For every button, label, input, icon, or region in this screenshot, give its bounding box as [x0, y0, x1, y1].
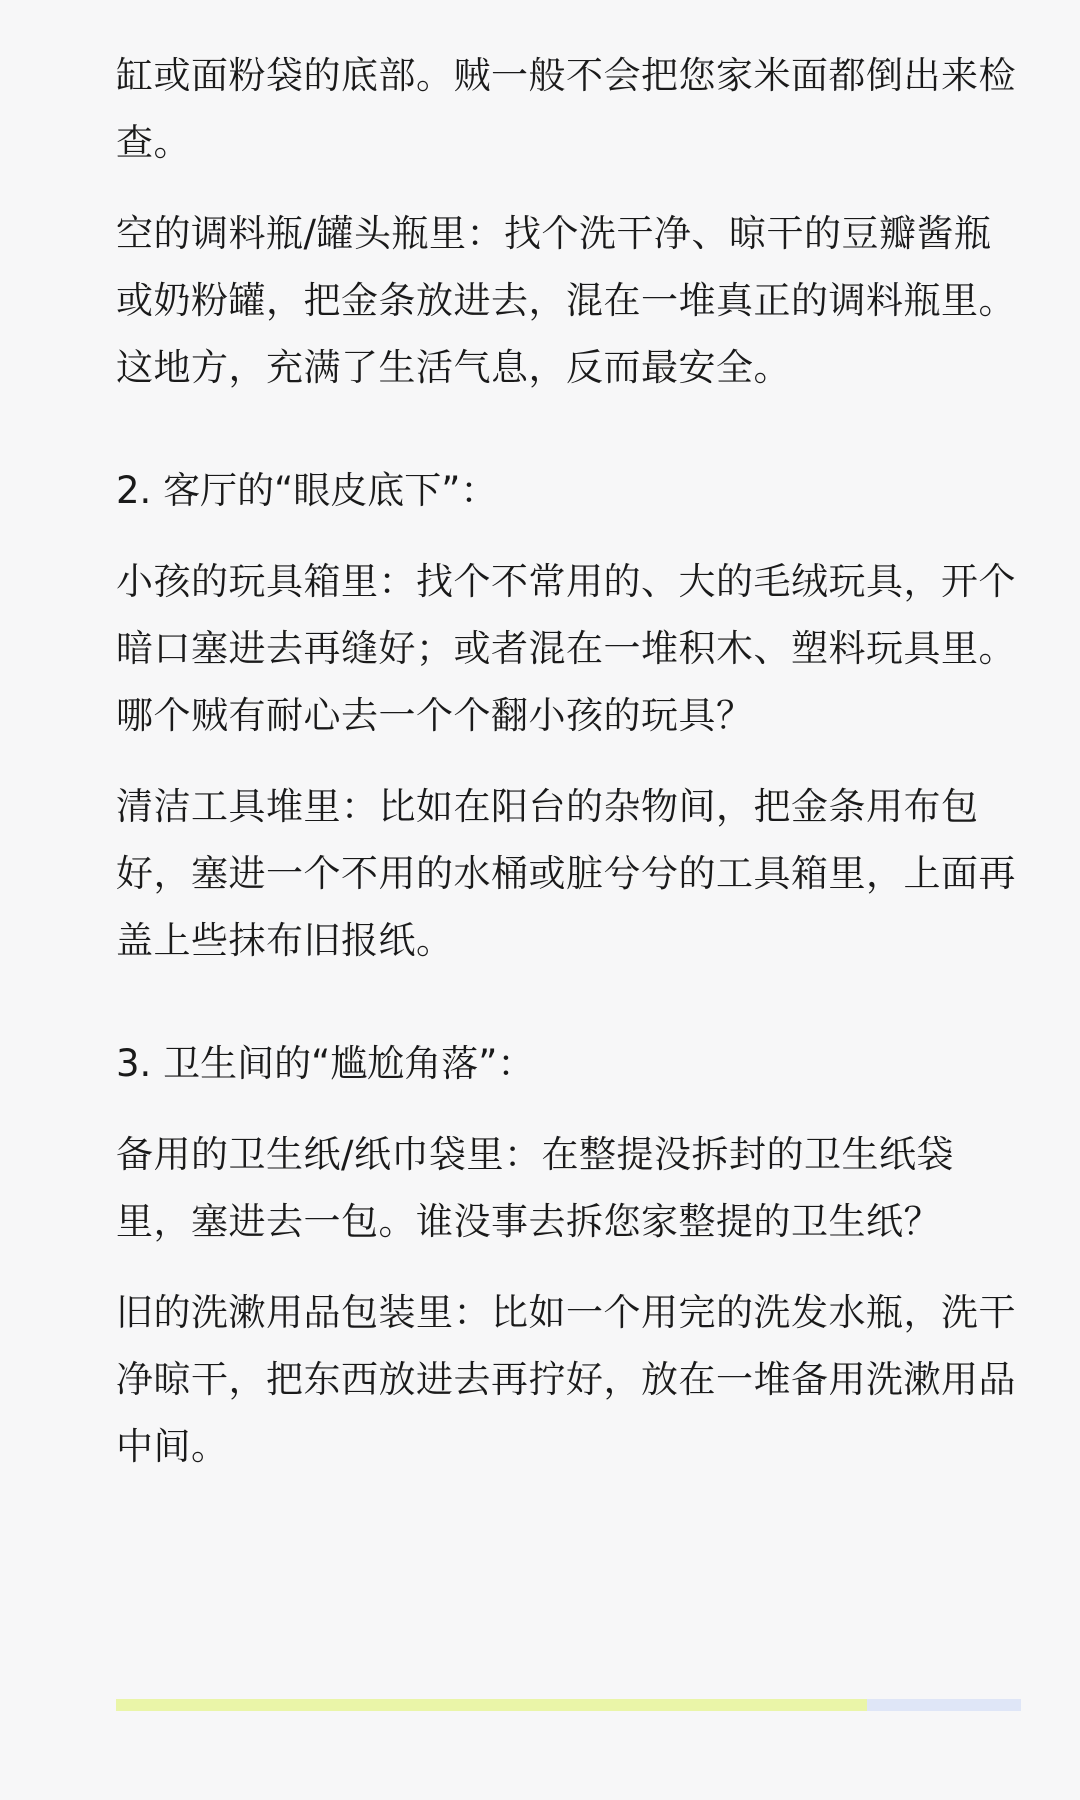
paragraph-toy-box: 小孩的玩具箱里：找个不常用的、大的毛绒玩具，开个暗口塞进去再缝好；或者混在一堆积木、塑料玩具里。哪个贼有耐心去一个个翻小孩的玩具？	[116, 560, 1016, 737]
paragraph-seasoning-bottles: 空的调料瓶/罐头瓶里：找个洗干净、晾干的豆瓣酱瓶或奶粉罐，把金条放进去，混在一堆真正的调料瓶里。这地方，充满了生活气息，反而最安全。	[116, 212, 1016, 389]
paragraph-toiletries: 旧的洗漱用品包装里：比如一个用完的洗发水瓶，洗干净晾干，把东西放进去再拧好，放在一堆备用洗漱用品中间。	[116, 1291, 1016, 1468]
paragraph-cleaning-tools: 清洁工具堆里：比如在阳台的杂物间，把金条用布包好，塞进一个不用的水桶或脏兮兮的工具箱里，上面再盖上些抹布旧报纸。	[116, 785, 1016, 962]
paragraph-flour-bag: 缸或面粉袋的底部。贼一般不会把您家米面都倒出来检查。	[116, 54, 1016, 164]
section-heading-bathroom: 3. 卫生间的“尴尬角落”：	[116, 1042, 535, 1085]
reading-progress-fill	[116, 1699, 867, 1711]
reading-progress-bar	[116, 1699, 1021, 1711]
section-heading-living-room: 2. 客厅的“眼皮底下”：	[116, 469, 498, 512]
article-body	[116, 42, 1026, 1480]
paragraph-toilet-paper: 备用的卫生纸/纸巾袋里：在整提没拆封的卫生纸袋里，塞进去一包。谁没事去拆您家整提的卫生纸？	[116, 1133, 954, 1243]
